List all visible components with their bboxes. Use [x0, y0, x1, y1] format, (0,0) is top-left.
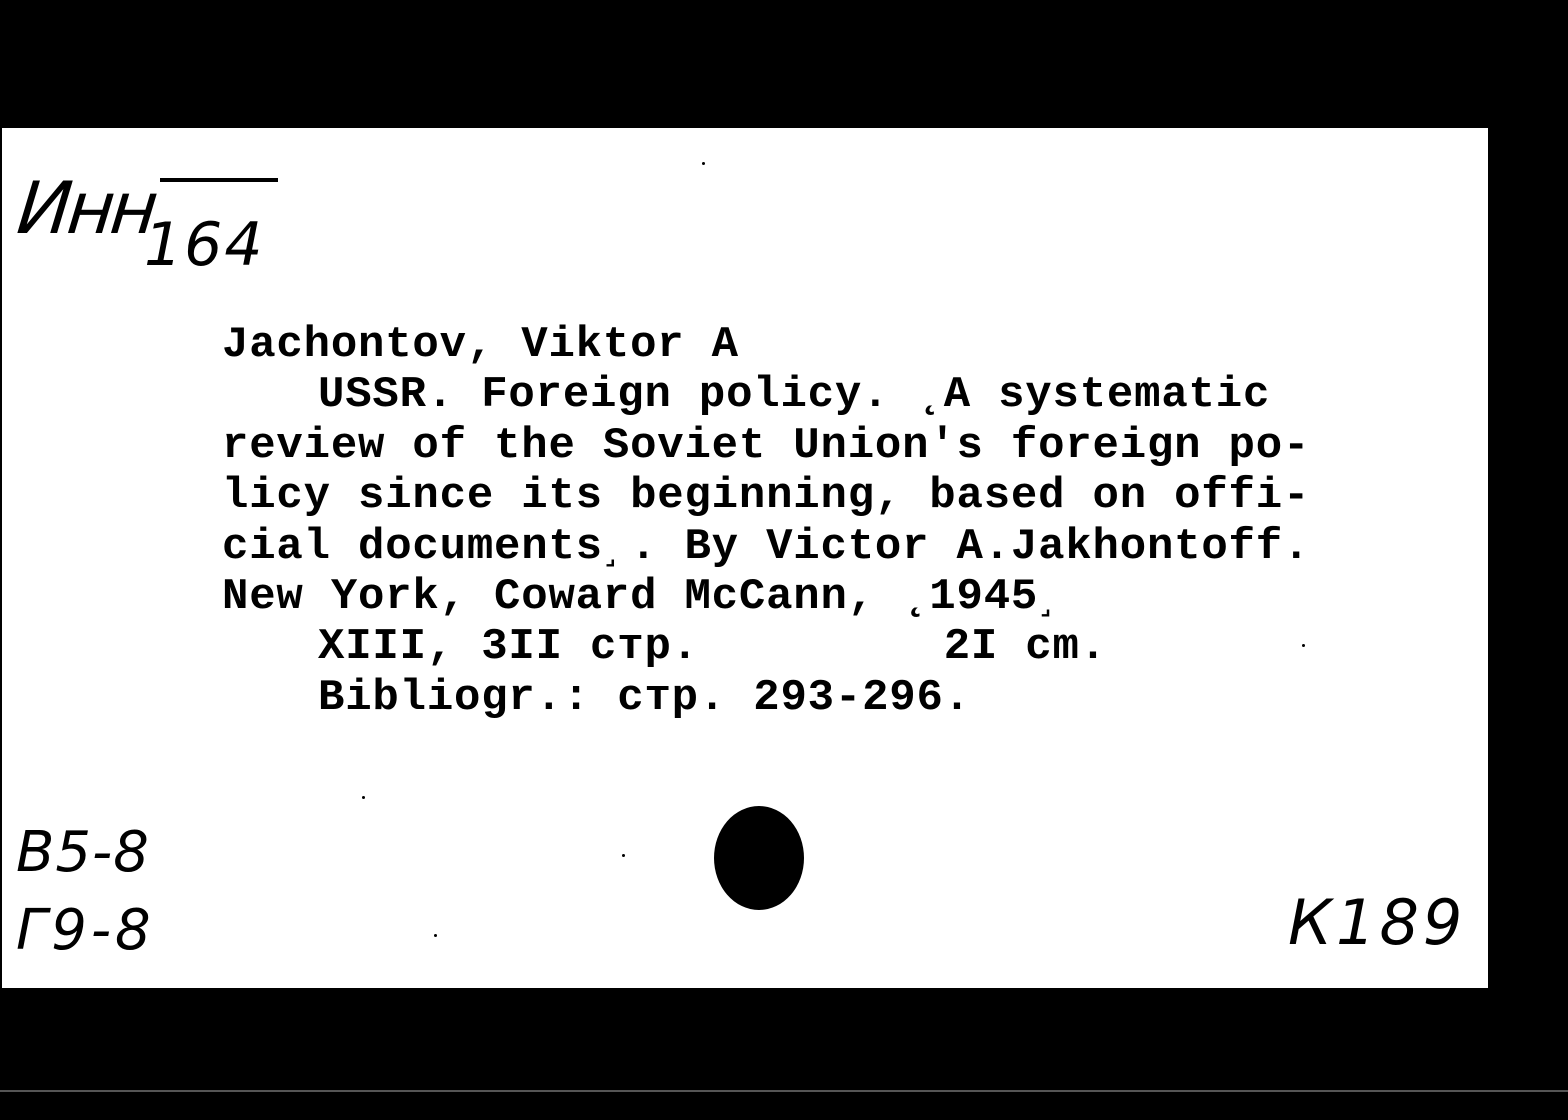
call-number-fraction-line: [160, 178, 278, 182]
title-line: licy since its beginning, based on offi-: [222, 471, 1311, 522]
bibliographic-entry: [222, 320, 1310, 723]
scan-speck: [702, 162, 705, 165]
scan-speck: [622, 854, 625, 857]
call-number-suffix: 164: [144, 210, 265, 280]
scan-speck: [362, 796, 365, 799]
scan-speck: [434, 934, 437, 937]
shelf-mark: B5-8: [16, 820, 150, 885]
title-line: cial documents˼. By Victor A.Jakhontoff.: [222, 521, 1311, 572]
collation-line: XIII, 3II стр. 2I cm.: [318, 622, 1107, 673]
bibliography-note: Bibliogr.: стр. 293-296.: [318, 672, 971, 723]
punch-hole: [714, 806, 804, 910]
shelf-mark: Г9-8: [16, 898, 155, 963]
author-heading: Jachontov, Viktor A: [222, 320, 739, 370]
catalog-card: [2, 128, 1488, 988]
imprint-line: New York, Coward McCann, ˛1945˼: [222, 572, 1066, 623]
title-line: USSR. Foreign policy. ˛A systematic: [318, 370, 1271, 421]
title-line: review of the Soviet Union's foreign po-: [222, 420, 1311, 471]
scan-speck: [1302, 644, 1305, 647]
call-number-prefix: Инн: [13, 166, 159, 250]
scan-edge-line: [0, 1090, 1568, 1092]
catalog-code: К189: [1288, 886, 1467, 959]
